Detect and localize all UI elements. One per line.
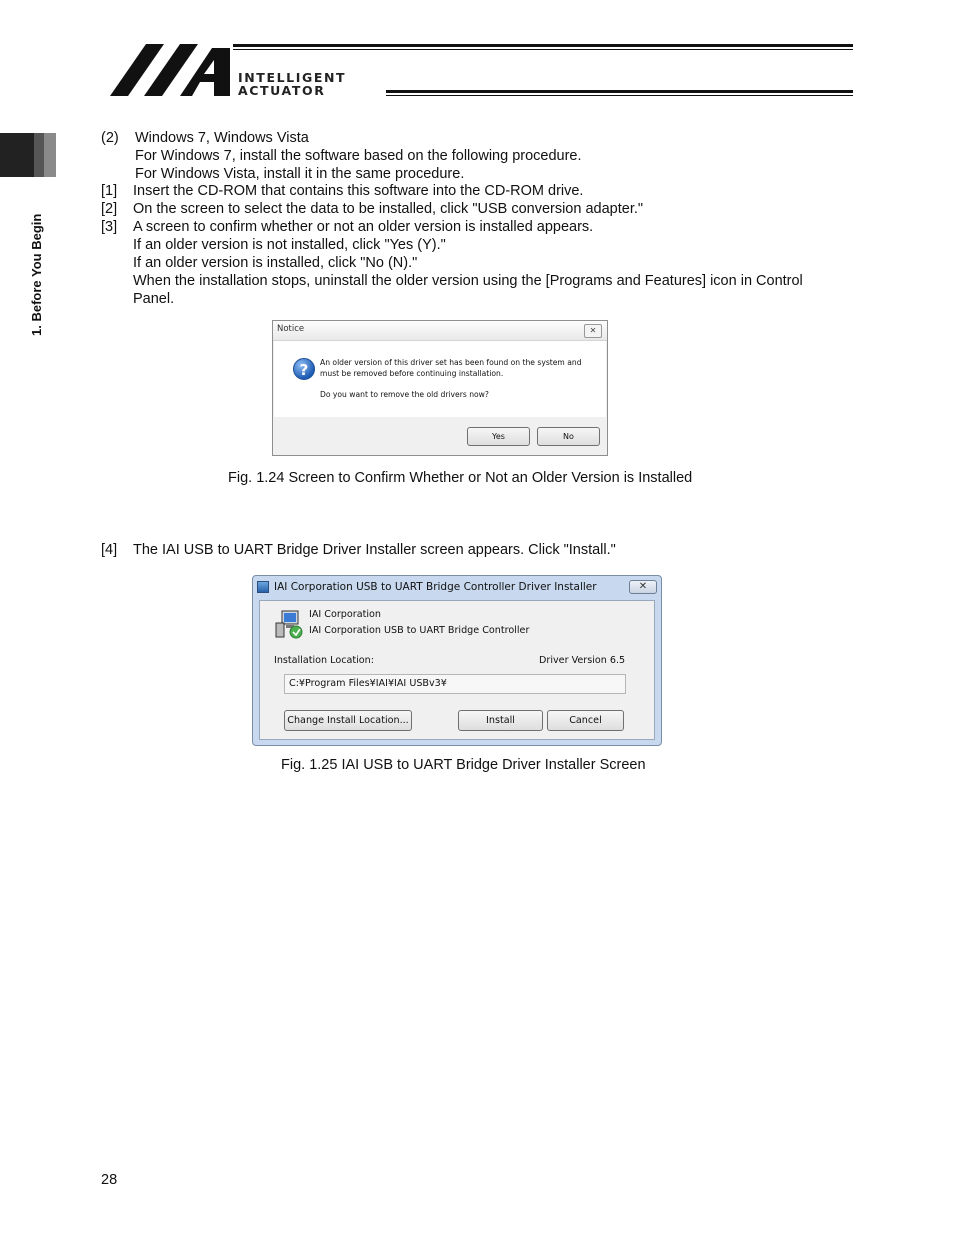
- close-icon[interactable]: ✕: [629, 580, 657, 594]
- step-text: A screen to confirm whether or not an older version is installed appears.: [133, 219, 594, 235]
- step-text: Insert the CD-ROM that contains this software into the CD-ROM drive.: [133, 183, 584, 199]
- chapter-side-label: 1. Before You Begin: [29, 213, 44, 336]
- installer-title: IAI Corporation USB to UART Bridge Controller Driver Installer: [274, 581, 597, 593]
- notice-dialog: [272, 320, 608, 456]
- driver-version-label: Driver Version 6.5: [539, 655, 626, 666]
- notice-message-line: An older version of this driver set has been found on the system and: [320, 358, 582, 367]
- chapter-tab-mid: [34, 133, 44, 177]
- section-number: (2): [101, 130, 119, 146]
- step-text: Panel.: [133, 291, 175, 307]
- step-number: [3]: [101, 219, 118, 235]
- step-text: On the screen to select the data to be installed, click "USB conversion adapter.": [133, 201, 644, 217]
- section-intro-line: For Windows Vista, install it in the same procedure.: [135, 166, 465, 182]
- installer-product: IAI Corporation USB to UART Bridge Controller: [309, 625, 530, 636]
- figure-caption: Fig. 1.24 Screen to Confirm Whether or Not an Older Version is Installed: [228, 470, 693, 486]
- cancel-button[interactable]: Cancel: [547, 710, 624, 731]
- install-button[interactable]: Install: [458, 710, 543, 731]
- step-number: [4]: [101, 542, 118, 558]
- section-intro-line: For Windows 7, install the software based on the following procedure.: [135, 148, 582, 164]
- notice-title: Notice: [277, 324, 305, 334]
- step-text: The IAI USB to UART Bridge Driver Installer screen appears. Click "Install.": [133, 542, 616, 558]
- computer-install-icon: [274, 609, 304, 639]
- header-rule-top: [233, 44, 853, 47]
- figure-caption: Fig. 1.25 IAI USB to UART Bridge Driver Installer Screen: [281, 757, 646, 773]
- notice-message-line: must be removed before continuing installation.: [320, 369, 504, 378]
- header-rule-top-thin: [233, 49, 853, 50]
- close-icon[interactable]: ✕: [584, 324, 602, 338]
- no-button[interactable]: No: [537, 427, 600, 446]
- question-icon: ?: [293, 358, 315, 380]
- step-number: [1]: [101, 183, 118, 199]
- installer-app-icon: [257, 581, 269, 593]
- notice-content: [274, 341, 606, 417]
- installer-body: [259, 600, 655, 740]
- section-heading: Windows 7, Windows Vista: [135, 130, 309, 146]
- header-rule-bottom-thin: [386, 95, 853, 96]
- step-text: If an older version is not installed, click "Yes (Y).": [133, 237, 446, 253]
- chapter-tab-light: [44, 133, 56, 177]
- notice-titlebar: [273, 321, 607, 341]
- installer-dialog: [252, 575, 662, 746]
- yes-button[interactable]: Yes: [467, 427, 530, 446]
- change-install-location-button[interactable]: Change Install Location...: [284, 710, 412, 731]
- installer-company: IAI Corporation: [309, 609, 381, 620]
- chapter-tab-dark: [0, 133, 34, 177]
- step-number: [2]: [101, 201, 118, 217]
- step-text: If an older version is installed, click "No (N).": [133, 255, 418, 271]
- logo-text-intelligent: INTELLIGENT: [238, 70, 347, 85]
- installation-location-label: Installation Location:: [274, 655, 374, 666]
- logo-text-actuator: ACTUATOR: [238, 83, 326, 98]
- page-number: 28: [101, 1172, 118, 1188]
- step-text: When the installation stops, uninstall the older version using the [Programs and Features] icon in Control: [133, 273, 803, 289]
- install-path-field[interactable]: C:¥Program Files¥IAI¥IAI USBv3¥: [284, 674, 626, 694]
- notice-question: Do you want to remove the old drivers now?: [320, 390, 489, 399]
- company-logo-mark: [110, 44, 230, 96]
- header-rule-bottom: [386, 90, 853, 93]
